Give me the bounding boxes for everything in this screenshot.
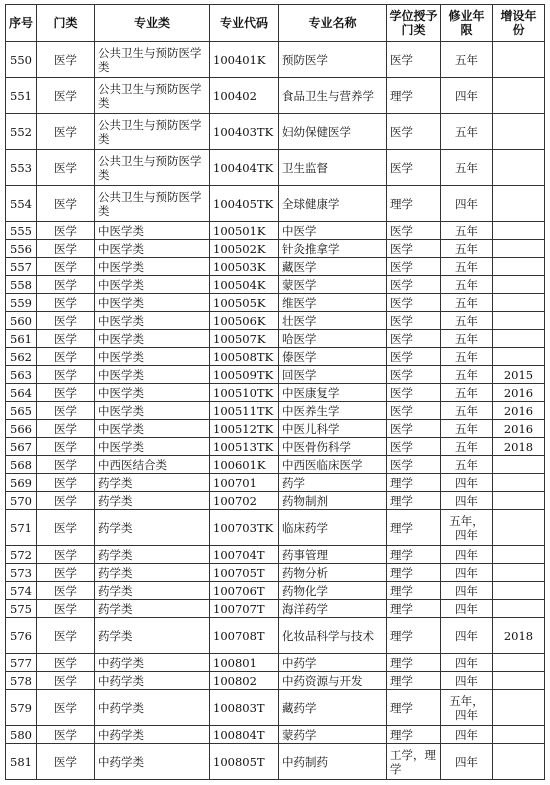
year-added-cell: 2016	[493, 402, 545, 420]
major-class-cell: 中医学类	[95, 294, 210, 312]
table-row	[6, 546, 545, 564]
table-row	[6, 438, 545, 456]
table-row	[6, 582, 545, 600]
major-name-cell: 维医学	[279, 294, 387, 312]
serial-cell: 550	[6, 42, 37, 78]
major-class-cell: 中药学类	[95, 654, 210, 672]
header-serial: 序号	[6, 5, 37, 42]
major-name-cell: 中医骨伤科学	[279, 438, 387, 456]
duration-cell: 五年	[441, 438, 493, 456]
degree-cell: 理学	[387, 492, 441, 510]
duration-cell: 四年	[441, 582, 493, 600]
major-code-cell: 100402	[210, 78, 279, 114]
major-name-cell: 临床药学	[279, 510, 387, 546]
table-row	[6, 78, 545, 114]
degree-cell: 理学	[387, 654, 441, 672]
table-row	[6, 402, 545, 420]
category-cell: 医学	[37, 366, 95, 384]
table-row	[6, 312, 545, 330]
major-name-cell: 食品卫生与营养学	[279, 78, 387, 114]
year-added-cell	[493, 330, 545, 348]
duration-cell: 五年	[441, 330, 493, 348]
category-cell: 医学	[37, 384, 95, 402]
major-name-cell: 壮医学	[279, 312, 387, 330]
serial-cell: 575	[6, 600, 37, 618]
duration-cell: 四年	[441, 186, 493, 222]
year-added-cell	[493, 456, 545, 474]
category-cell: 医学	[37, 150, 95, 186]
category-cell: 医学	[37, 312, 95, 330]
degree-cell: 理学	[387, 78, 441, 114]
category-cell: 医学	[37, 276, 95, 294]
category-cell: 医学	[37, 510, 95, 546]
header-major-class: 专业类	[95, 5, 210, 42]
year-added-cell	[493, 744, 545, 780]
duration-cell: 五年，四年	[441, 510, 493, 546]
duration-cell: 五年	[441, 456, 493, 474]
table-row	[6, 42, 545, 78]
table-row	[6, 654, 545, 672]
major-class-cell: 公共卫生与预防医学类	[95, 186, 210, 222]
major-class-cell: 药学类	[95, 474, 210, 492]
header-row	[6, 5, 545, 42]
duration-cell: 五年	[441, 402, 493, 420]
table-row	[6, 564, 545, 582]
major-class-cell: 中医学类	[95, 438, 210, 456]
major-class-cell: 中医学类	[95, 312, 210, 330]
degree-cell: 医学	[387, 384, 441, 402]
serial-cell: 573	[6, 564, 37, 582]
serial-cell: 567	[6, 438, 37, 456]
major-class-cell: 药学类	[95, 618, 210, 654]
major-class-cell: 公共卫生与预防医学类	[95, 150, 210, 186]
major-name-cell: 化妆品科学与技术	[279, 618, 387, 654]
degree-cell: 理学	[387, 726, 441, 744]
major-name-cell: 卫生监督	[279, 150, 387, 186]
category-cell: 医学	[37, 654, 95, 672]
category-cell: 医学	[37, 546, 95, 564]
major-code-cell: 100802	[210, 672, 279, 690]
category-cell: 医学	[37, 114, 95, 150]
category-cell: 医学	[37, 726, 95, 744]
degree-cell: 医学	[387, 240, 441, 258]
table-row	[6, 492, 545, 510]
major-class-cell: 中西医结合类	[95, 456, 210, 474]
degree-cell: 理学	[387, 564, 441, 582]
major-code-cell: 100601K	[210, 456, 279, 474]
major-name-cell: 药物分析	[279, 564, 387, 582]
major-name-cell: 药学	[279, 474, 387, 492]
year-added-cell: 2018	[493, 618, 545, 654]
major-class-cell: 公共卫生与预防医学类	[95, 42, 210, 78]
serial-cell: 566	[6, 420, 37, 438]
major-code-cell: 100708T	[210, 618, 279, 654]
year-added-cell	[493, 654, 545, 672]
major-name-cell: 藏医学	[279, 258, 387, 276]
degree-cell: 医学	[387, 438, 441, 456]
degree-cell: 医学	[387, 222, 441, 240]
table-row	[6, 366, 545, 384]
degree-cell: 医学	[387, 312, 441, 330]
major-class-cell: 中医学类	[95, 330, 210, 348]
category-cell: 医学	[37, 240, 95, 258]
category-cell: 医学	[37, 402, 95, 420]
major-code-cell: 100513TK	[210, 438, 279, 456]
major-name-cell: 回医学	[279, 366, 387, 384]
major-class-cell: 公共卫生与预防医学类	[95, 78, 210, 114]
major-name-cell: 中医康复学	[279, 384, 387, 402]
major-class-cell: 中药学类	[95, 744, 210, 780]
year-added-cell	[493, 600, 545, 618]
serial-cell: 560	[6, 312, 37, 330]
year-added-cell	[493, 492, 545, 510]
major-class-cell: 药学类	[95, 492, 210, 510]
degree-cell: 理学	[387, 600, 441, 618]
major-class-cell: 中医学类	[95, 222, 210, 240]
duration-cell: 五年	[441, 348, 493, 366]
category-cell: 医学	[37, 582, 95, 600]
duration-cell: 五年	[441, 258, 493, 276]
major-code-cell: 100512TK	[210, 420, 279, 438]
serial-cell: 578	[6, 672, 37, 690]
major-code-cell: 100703TK	[210, 510, 279, 546]
category-cell: 医学	[37, 42, 95, 78]
major-class-cell: 药学类	[95, 564, 210, 582]
degree-cell: 医学	[387, 330, 441, 348]
serial-cell: 581	[6, 744, 37, 780]
header-category: 门类	[37, 5, 95, 42]
duration-cell: 五年	[441, 42, 493, 78]
category-cell: 医学	[37, 456, 95, 474]
serial-cell: 580	[6, 726, 37, 744]
degree-cell: 医学	[387, 42, 441, 78]
degree-cell: 医学	[387, 276, 441, 294]
major-code-cell: 100510TK	[210, 384, 279, 402]
serial-cell: 555	[6, 222, 37, 240]
major-code-cell: 100506K	[210, 312, 279, 330]
year-added-cell	[493, 150, 545, 186]
duration-cell: 四年	[441, 672, 493, 690]
majors-table	[5, 4, 545, 780]
serial-cell: 554	[6, 186, 37, 222]
year-added-cell: 2018	[493, 438, 545, 456]
major-code-cell: 100706T	[210, 582, 279, 600]
serial-cell: 553	[6, 150, 37, 186]
table-row	[6, 294, 545, 312]
serial-cell: 558	[6, 276, 37, 294]
major-name-cell: 哈医学	[279, 330, 387, 348]
year-added-cell: 2016	[493, 384, 545, 402]
category-cell: 医学	[37, 438, 95, 456]
duration-cell: 五年	[441, 312, 493, 330]
degree-cell: 医学	[387, 294, 441, 312]
major-name-cell: 预防医学	[279, 42, 387, 78]
year-added-cell	[493, 546, 545, 564]
duration-cell: 四年	[441, 78, 493, 114]
degree-cell: 理学	[387, 474, 441, 492]
major-class-cell: 中医学类	[95, 366, 210, 384]
major-code-cell: 100504K	[210, 276, 279, 294]
major-code-cell: 100404TK	[210, 150, 279, 186]
major-name-cell: 针灸推拿学	[279, 240, 387, 258]
table-row	[6, 348, 545, 366]
serial-cell: 562	[6, 348, 37, 366]
degree-cell: 理学	[387, 618, 441, 654]
major-code-cell: 100508TK	[210, 348, 279, 366]
duration-cell: 五年	[441, 150, 493, 186]
category-cell: 医学	[37, 564, 95, 582]
major-name-cell: 全球健康学	[279, 186, 387, 222]
duration-cell: 四年	[441, 546, 493, 564]
major-name-cell: 药物制剂	[279, 492, 387, 510]
degree-cell: 理学	[387, 582, 441, 600]
major-name-cell: 药事管理	[279, 546, 387, 564]
duration-cell: 五年	[441, 294, 493, 312]
duration-cell: 四年	[441, 474, 493, 492]
year-added-cell	[493, 690, 545, 726]
year-added-cell: 2016	[493, 420, 545, 438]
major-code-cell: 100401K	[210, 42, 279, 78]
duration-cell: 五年	[441, 366, 493, 384]
duration-cell: 五年	[441, 276, 493, 294]
major-name-cell: 中药资源与开发	[279, 672, 387, 690]
major-class-cell: 中药学类	[95, 672, 210, 690]
major-code-cell: 100707T	[210, 600, 279, 618]
major-class-cell: 中药学类	[95, 690, 210, 726]
major-code-cell: 100505K	[210, 294, 279, 312]
major-class-cell: 中医学类	[95, 384, 210, 402]
serial-cell: 569	[6, 474, 37, 492]
major-name-cell: 中西医临床医学	[279, 456, 387, 474]
category-cell: 医学	[37, 492, 95, 510]
degree-cell: 医学	[387, 348, 441, 366]
major-name-cell: 傣医学	[279, 348, 387, 366]
major-code-cell: 100501K	[210, 222, 279, 240]
degree-cell: 医学	[387, 420, 441, 438]
serial-cell: 572	[6, 546, 37, 564]
major-name-cell: 中医学	[279, 222, 387, 240]
degree-cell: 理学	[387, 690, 441, 726]
degree-cell: 医学	[387, 456, 441, 474]
serial-cell: 571	[6, 510, 37, 546]
year-added-cell	[493, 348, 545, 366]
table-row	[6, 510, 545, 546]
table-row	[6, 690, 545, 726]
year-added-cell	[493, 78, 545, 114]
degree-cell: 医学	[387, 150, 441, 186]
major-class-cell: 药学类	[95, 510, 210, 546]
table-row	[6, 258, 545, 276]
serial-cell: 568	[6, 456, 37, 474]
major-name-cell: 中药学	[279, 654, 387, 672]
major-class-cell: 中医学类	[95, 258, 210, 276]
serial-cell: 551	[6, 78, 37, 114]
degree-cell: 理学	[387, 672, 441, 690]
year-added-cell	[493, 672, 545, 690]
major-class-cell: 药学类	[95, 582, 210, 600]
header-major-code: 专业代码	[210, 5, 279, 42]
major-code-cell: 100403TK	[210, 114, 279, 150]
major-class-cell: 中药学类	[95, 726, 210, 744]
category-cell: 医学	[37, 672, 95, 690]
major-name-cell: 中医养生学	[279, 402, 387, 420]
table-row	[6, 240, 545, 258]
header-degree: 学位授予门类	[387, 5, 441, 42]
category-cell: 医学	[37, 618, 95, 654]
category-cell: 医学	[37, 744, 95, 780]
serial-cell: 563	[6, 366, 37, 384]
table-row	[6, 114, 545, 150]
major-name-cell: 中医儿科学	[279, 420, 387, 438]
major-name-cell: 蒙医学	[279, 276, 387, 294]
major-code-cell: 100511TK	[210, 402, 279, 420]
serial-cell: 574	[6, 582, 37, 600]
major-class-cell: 公共卫生与预防医学类	[95, 114, 210, 150]
major-code-cell: 100801	[210, 654, 279, 672]
major-class-cell: 中医学类	[95, 348, 210, 366]
year-added-cell	[493, 114, 545, 150]
duration-cell: 五年，四年	[441, 690, 493, 726]
major-code-cell: 100509TK	[210, 366, 279, 384]
table-row	[6, 330, 545, 348]
serial-cell: 579	[6, 690, 37, 726]
year-added-cell	[493, 726, 545, 744]
header-major-name: 专业名称	[279, 5, 387, 42]
major-class-cell: 中医学类	[95, 402, 210, 420]
table-row	[6, 726, 545, 744]
year-added-cell	[493, 258, 545, 276]
serial-cell: 576	[6, 618, 37, 654]
serial-cell: 577	[6, 654, 37, 672]
duration-cell: 四年	[441, 564, 493, 582]
table-row	[6, 222, 545, 240]
major-code-cell: 100507K	[210, 330, 279, 348]
degree-cell: 理学	[387, 186, 441, 222]
serial-cell: 565	[6, 402, 37, 420]
major-name-cell: 药物化学	[279, 582, 387, 600]
header-duration: 修业年限	[441, 5, 493, 42]
degree-cell: 工学，理学	[387, 744, 441, 780]
table-row	[6, 474, 545, 492]
category-cell: 医学	[37, 294, 95, 312]
category-cell: 医学	[37, 330, 95, 348]
degree-cell: 理学	[387, 546, 441, 564]
category-cell: 医学	[37, 420, 95, 438]
table-row	[6, 384, 545, 402]
serial-cell: 564	[6, 384, 37, 402]
category-cell: 医学	[37, 474, 95, 492]
duration-cell: 五年	[441, 420, 493, 438]
category-cell: 医学	[37, 258, 95, 276]
year-added-cell	[493, 42, 545, 78]
year-added-cell	[493, 240, 545, 258]
table-row	[6, 276, 545, 294]
category-cell: 医学	[37, 600, 95, 618]
serial-cell: 561	[6, 330, 37, 348]
major-code-cell: 100805T	[210, 744, 279, 780]
duration-cell: 四年	[441, 726, 493, 744]
table-row	[6, 186, 545, 222]
major-code-cell: 100803T	[210, 690, 279, 726]
duration-cell: 四年	[441, 618, 493, 654]
category-cell: 医学	[37, 690, 95, 726]
major-class-cell: 中医学类	[95, 240, 210, 258]
major-name-cell: 蒙药学	[279, 726, 387, 744]
year-added-cell: 2015	[493, 366, 545, 384]
year-added-cell	[493, 312, 545, 330]
degree-cell: 理学	[387, 510, 441, 546]
major-name-cell: 中药制药	[279, 744, 387, 780]
major-name-cell: 海洋药学	[279, 600, 387, 618]
major-name-cell: 藏药学	[279, 690, 387, 726]
table-row	[6, 456, 545, 474]
year-added-cell	[493, 276, 545, 294]
major-class-cell: 药学类	[95, 546, 210, 564]
year-added-cell	[493, 510, 545, 546]
major-code-cell: 100502K	[210, 240, 279, 258]
year-added-cell	[493, 474, 545, 492]
year-added-cell	[493, 564, 545, 582]
duration-cell: 四年	[441, 744, 493, 780]
year-added-cell	[493, 222, 545, 240]
table-row	[6, 672, 545, 690]
duration-cell: 五年	[441, 114, 493, 150]
major-code-cell: 100704T	[210, 546, 279, 564]
major-class-cell: 中医学类	[95, 420, 210, 438]
serial-cell: 556	[6, 240, 37, 258]
serial-cell: 559	[6, 294, 37, 312]
major-class-cell: 药学类	[95, 600, 210, 618]
serial-cell: 570	[6, 492, 37, 510]
duration-cell: 五年	[441, 222, 493, 240]
duration-cell: 五年	[441, 240, 493, 258]
category-cell: 医学	[37, 222, 95, 240]
degree-cell: 医学	[387, 114, 441, 150]
major-code-cell: 100702	[210, 492, 279, 510]
table-row	[6, 420, 545, 438]
major-class-cell: 中医学类	[95, 276, 210, 294]
table-row	[6, 150, 545, 186]
category-cell: 医学	[37, 348, 95, 366]
serial-cell: 557	[6, 258, 37, 276]
major-code-cell: 100503K	[210, 258, 279, 276]
duration-cell: 四年	[441, 654, 493, 672]
degree-cell: 医学	[387, 258, 441, 276]
category-cell: 医学	[37, 78, 95, 114]
table-row	[6, 744, 545, 780]
header-year-added: 增设年份	[493, 5, 545, 42]
degree-cell: 医学	[387, 366, 441, 384]
duration-cell: 五年	[441, 384, 493, 402]
year-added-cell	[493, 294, 545, 312]
degree-cell: 医学	[387, 402, 441, 420]
major-code-cell: 100804T	[210, 726, 279, 744]
major-code-cell: 100701	[210, 474, 279, 492]
major-code-cell: 100405TK	[210, 186, 279, 222]
year-added-cell	[493, 582, 545, 600]
duration-cell: 四年	[441, 600, 493, 618]
duration-cell: 四年	[441, 492, 493, 510]
major-name-cell: 妇幼保健医学	[279, 114, 387, 150]
serial-cell: 552	[6, 114, 37, 150]
year-added-cell	[493, 186, 545, 222]
table-row	[6, 618, 545, 654]
major-code-cell: 100705T	[210, 564, 279, 582]
table-row	[6, 600, 545, 618]
category-cell: 医学	[37, 186, 95, 222]
